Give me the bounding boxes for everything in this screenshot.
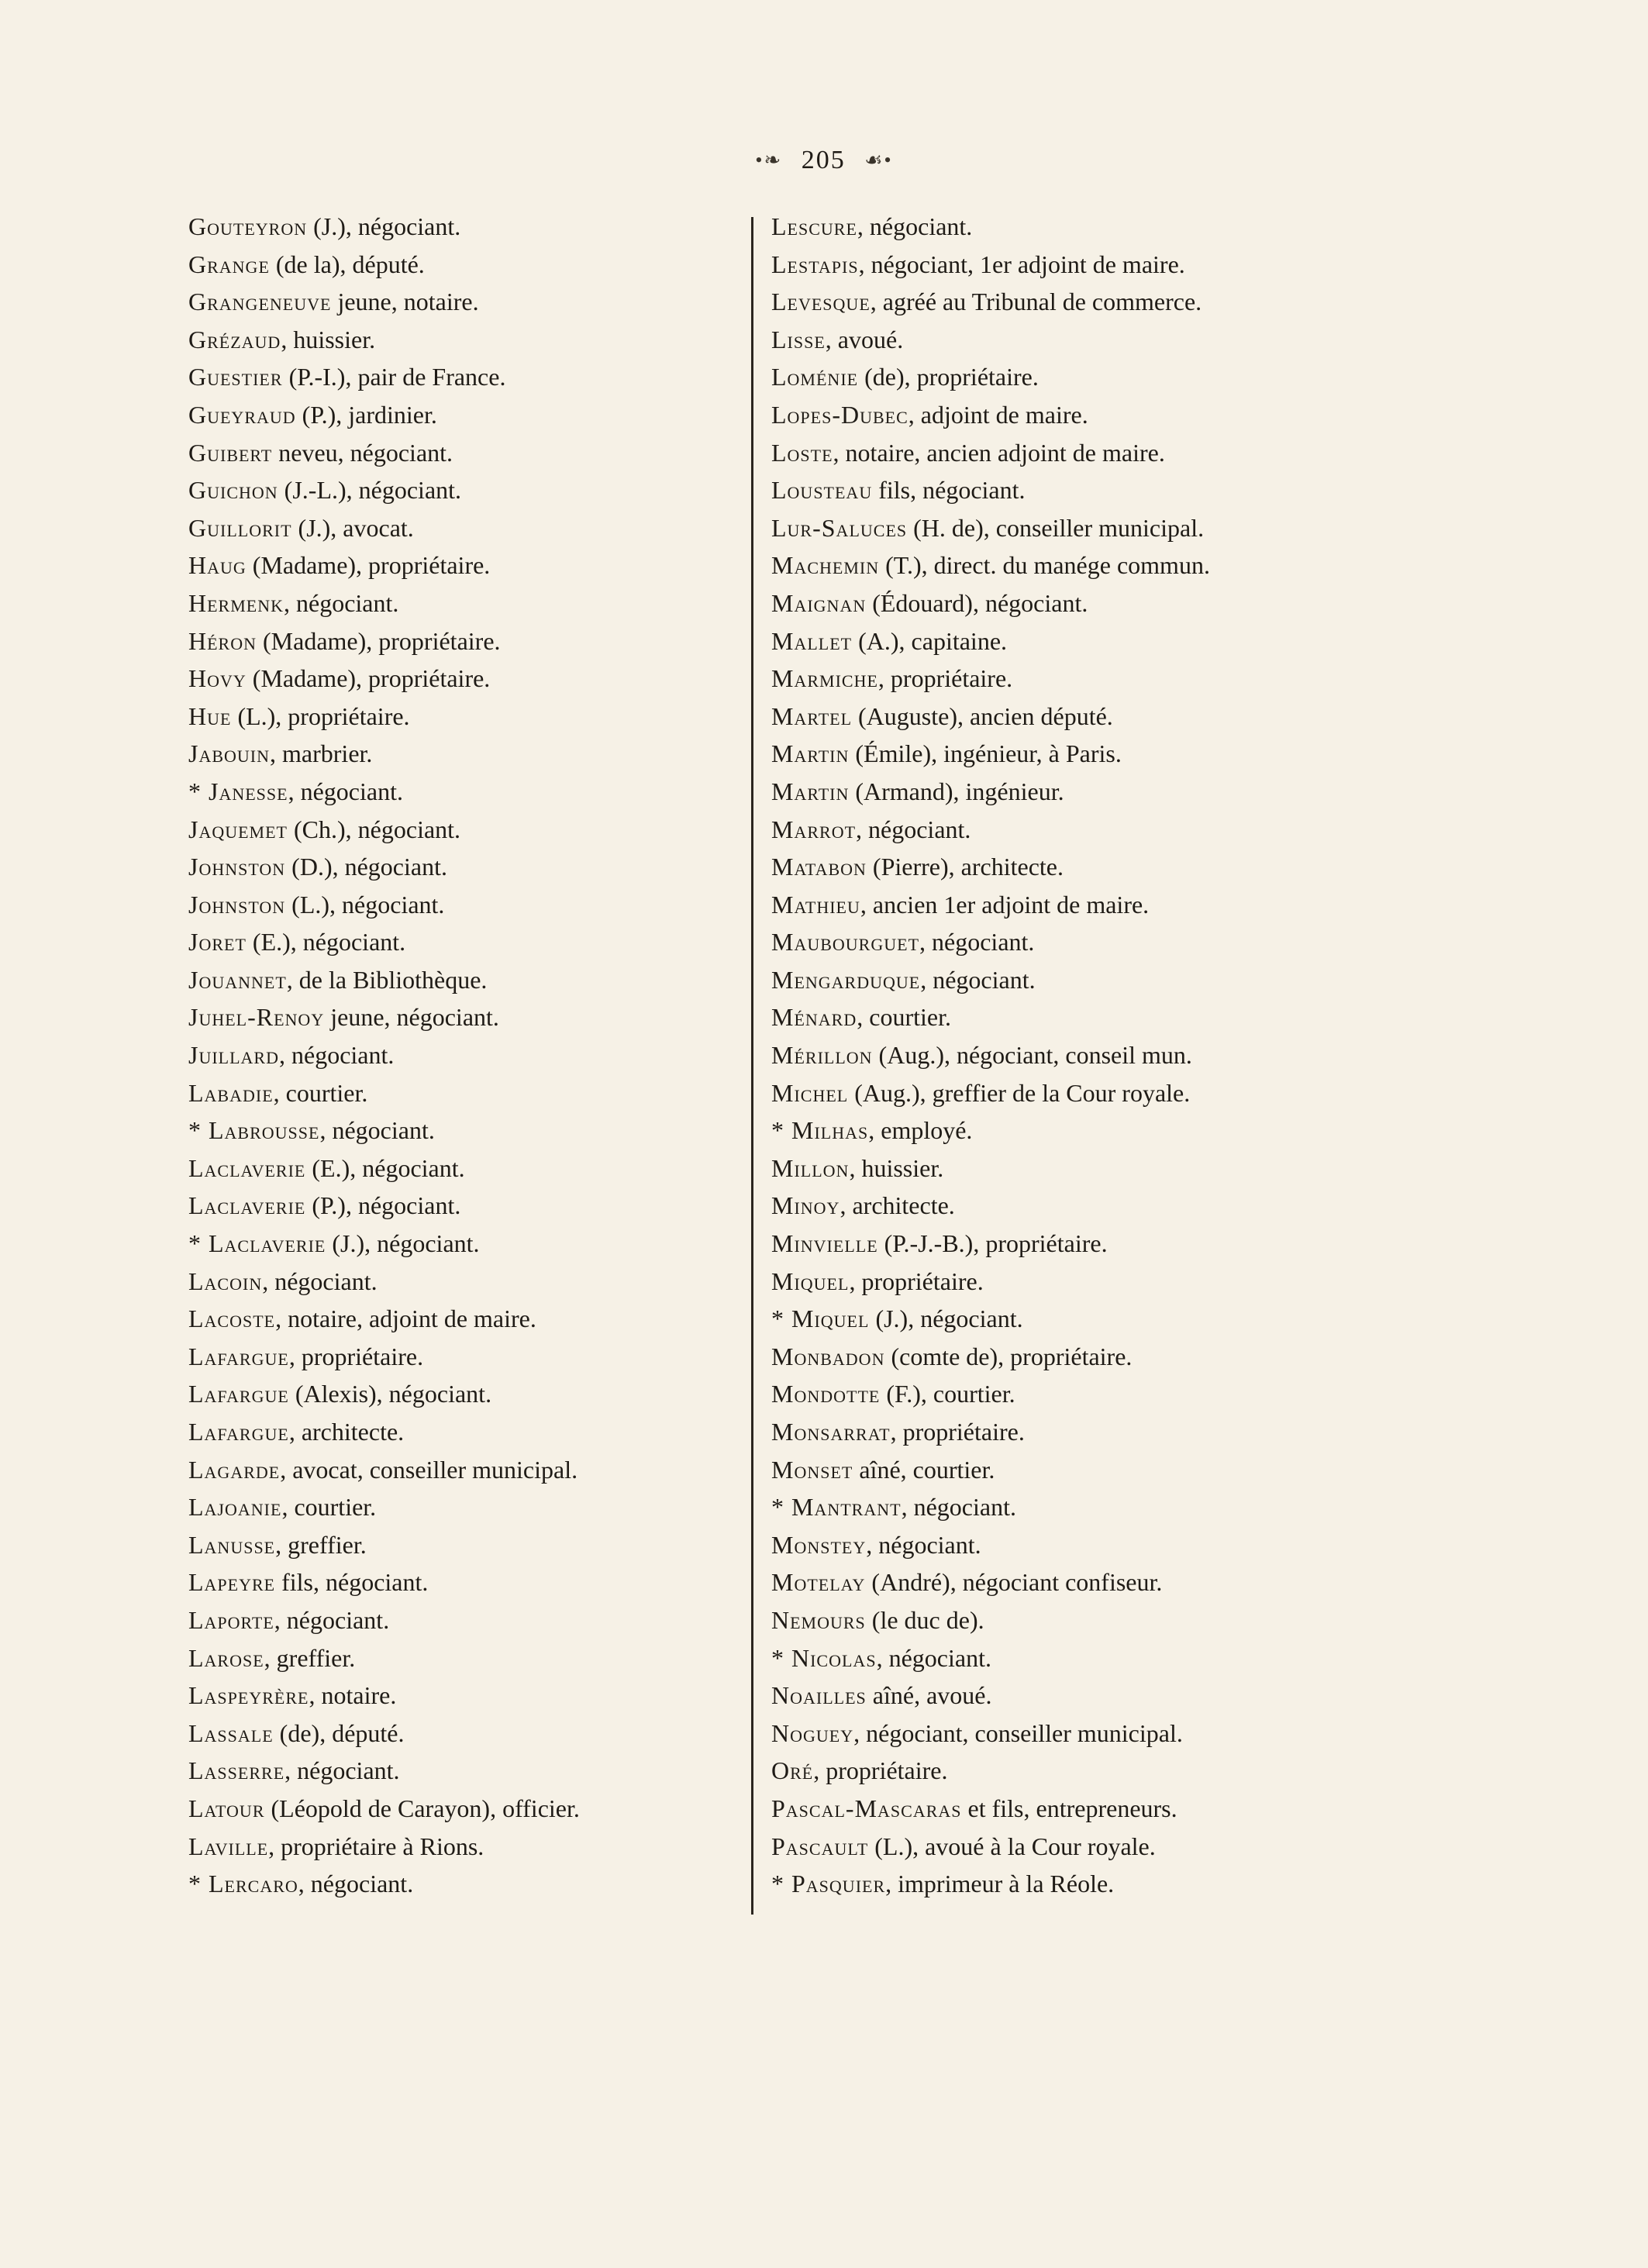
list-item — [188, 886, 793, 924]
entry-description: , architecte. — [840, 1191, 955, 1220]
list-item — [188, 546, 793, 584]
entry-description: , marbrier. — [270, 739, 373, 768]
entry-name: Guestier — [188, 363, 283, 391]
entry-description: , agréé au Tribunal de commerce. — [870, 288, 1202, 316]
entry-name: Mengarduque — [771, 965, 921, 994]
list-item — [771, 1225, 1391, 1263]
list-item — [771, 283, 1391, 321]
entry-description: , négociant. — [284, 1756, 400, 1785]
list-item — [771, 773, 1391, 811]
list-item — [771, 1413, 1391, 1451]
entry-name: Haug — [188, 551, 247, 580]
entry-description: , négociant. — [319, 1116, 435, 1145]
entry-description: , imprimeur à la Réole. — [885, 1870, 1115, 1898]
entry-name: Motelay — [771, 1568, 866, 1597]
entry-description: (Alexis), négociant. — [288, 1380, 492, 1408]
entry-description: (Édouard), négociant. — [866, 588, 1088, 617]
entry-name: * Lercaro — [188, 1870, 298, 1898]
entry-description: (Aug.), greffier de la Cour royale. — [848, 1078, 1191, 1107]
list-item — [771, 1790, 1391, 1828]
list-item — [188, 1601, 793, 1639]
column-divider — [751, 217, 753, 1915]
entry-description: (L.), propriétaire. — [231, 701, 410, 730]
entry-name: Monsarrat — [771, 1418, 891, 1446]
entry-name: Marrot — [771, 815, 857, 843]
list-item — [771, 584, 1391, 622]
list-item — [771, 471, 1391, 509]
entry-description: (Léopold de Carayon), officier. — [264, 1794, 580, 1822]
list-item — [188, 1790, 793, 1828]
list-item — [771, 321, 1391, 359]
list-item — [771, 208, 1391, 246]
ornament-left-icon: •❧ — [755, 149, 783, 172]
entry-description: , négociant. — [920, 965, 1036, 994]
entry-description: (J.), négociant. — [869, 1305, 1023, 1333]
entry-description: , négociant, conseiller municipal. — [853, 1718, 1183, 1747]
entry-description: , négociant. — [856, 815, 971, 843]
entry-name: Hermenk — [188, 588, 284, 617]
list-item — [188, 698, 793, 736]
entry-name: Laporte — [188, 1605, 274, 1634]
list-item — [188, 208, 793, 246]
entry-description: (P.), négociant. — [305, 1191, 461, 1220]
entry-name: Laclaverie — [188, 1153, 306, 1182]
list-item — [771, 1112, 1391, 1150]
entry-name: Oré — [771, 1756, 814, 1785]
entry-name: Johnston — [188, 853, 286, 881]
list-item — [188, 773, 793, 811]
list-item — [771, 848, 1391, 886]
entry-description: , négociant. — [876, 1643, 991, 1672]
entry-description: , propriétaire. — [288, 1342, 424, 1370]
entry-description: (de la), député. — [269, 250, 425, 278]
list-item — [188, 1715, 793, 1753]
entry-name: Nemours — [771, 1605, 866, 1634]
entry-description: (comte de), propriétaire. — [884, 1342, 1133, 1370]
entry-description: (J.), avocat. — [291, 513, 414, 542]
entry-name: Lafargue — [188, 1342, 289, 1370]
entry-name: Hue — [188, 701, 232, 730]
list-item — [188, 811, 793, 849]
entry-description: , négociant. — [262, 1267, 378, 1295]
entry-name: Pascault — [771, 1832, 869, 1860]
entry-name: Grange — [188, 250, 270, 278]
entry-description: , négociant. — [866, 1530, 981, 1559]
list-item — [771, 1187, 1391, 1225]
entry-name: * Miquel — [771, 1305, 870, 1333]
entry-description: (Madame), propriétaire. — [257, 626, 501, 655]
entry-name: Jabouin — [188, 739, 271, 768]
list-item — [771, 923, 1391, 961]
list-item — [188, 1225, 793, 1263]
entry-description: neveu, négociant. — [272, 438, 453, 467]
entry-name: Guillorit — [188, 513, 292, 542]
entry-description: (H. de), conseiller municipal. — [907, 513, 1205, 542]
entry-name: Monstey — [771, 1530, 867, 1559]
entry-description: , propriétaire. — [890, 1418, 1025, 1446]
entry-name: Minoy — [771, 1191, 840, 1220]
list-item — [771, 886, 1391, 924]
list-item — [188, 321, 793, 359]
entry-description: , propriétaire. — [849, 1267, 984, 1295]
entry-name: Monbadon — [771, 1342, 885, 1370]
entry-name: Lajoanie — [188, 1493, 282, 1522]
entry-description: jeune, notaire. — [331, 288, 479, 316]
list-item — [188, 1828, 793, 1866]
list-item — [188, 1300, 793, 1338]
entry-name: Larose — [188, 1643, 264, 1672]
list-item — [771, 1715, 1391, 1753]
entry-name: Lafargue — [188, 1418, 289, 1446]
entry-description: (D.), négociant. — [285, 853, 447, 881]
list-item — [188, 1413, 793, 1451]
list-item — [188, 1112, 793, 1150]
list-item — [771, 546, 1391, 584]
list-item — [771, 246, 1391, 284]
entry-description: , négociant. — [919, 928, 1035, 956]
entry-description: , propriétaire à Rions. — [268, 1832, 484, 1860]
entry-description: aîné, courtier. — [853, 1455, 995, 1484]
entry-name: Grangeneuve — [188, 288, 332, 316]
entry-name: * Pasquier — [771, 1870, 886, 1898]
page-header — [0, 144, 1648, 175]
entry-name: Levesque — [771, 288, 871, 316]
entry-description: , huissier. — [281, 325, 376, 353]
entry-description: (Madame), propriétaire. — [246, 664, 491, 693]
entry-name: Lafargue — [188, 1380, 289, 1408]
list-item — [771, 735, 1391, 773]
entry-name: Jouannet — [188, 965, 287, 994]
list-item — [188, 660, 793, 698]
list-item — [771, 1865, 1391, 1903]
entry-description: , négociant. — [857, 212, 973, 240]
entry-name: * Nicolas — [771, 1643, 877, 1672]
list-item — [188, 434, 793, 472]
list-item — [771, 1451, 1391, 1489]
entry-name: Johnston — [188, 890, 286, 919]
entry-description: , employé. — [868, 1116, 973, 1145]
entry-name: Marmiche — [771, 664, 878, 693]
list-item — [771, 1563, 1391, 1601]
entry-description: (L.), avoué à la Cour royale. — [868, 1832, 1156, 1860]
entry-description: , adjoint de maire. — [908, 400, 1088, 429]
entry-name: Hovy — [188, 664, 247, 693]
entry-name: Martin — [771, 739, 850, 768]
entry-description: (Ch.), négociant. — [288, 815, 461, 843]
entry-name: Lestapis — [771, 250, 859, 278]
entry-description: (J.), négociant. — [326, 1229, 480, 1258]
entry-name: Mathieu — [771, 890, 860, 919]
entry-name: Matabon — [771, 853, 867, 881]
entry-name: Héron — [188, 626, 257, 655]
list-item — [188, 923, 793, 961]
entry-name: Lescure — [771, 212, 857, 240]
list-item — [771, 1752, 1391, 1790]
entry-description: (P.), jardinier. — [295, 400, 437, 429]
entry-description: , huissier. — [849, 1153, 944, 1182]
entry-description: fils, négociant. — [275, 1568, 429, 1597]
list-item — [771, 1526, 1391, 1564]
entry-name: Labadie — [188, 1078, 274, 1107]
entry-name: Laville — [188, 1832, 269, 1860]
entry-name: Mallet — [771, 626, 853, 655]
list-item — [188, 1263, 793, 1301]
entry-name: Michel — [771, 1078, 849, 1107]
entry-description: , courtier. — [857, 1003, 951, 1032]
entry-name: Martel — [771, 701, 853, 730]
entry-name: Lacoin — [188, 1267, 263, 1295]
entry-description: , de la Bibliothèque. — [286, 965, 488, 994]
entry-name: Laspeyrère — [188, 1681, 309, 1710]
entry-description: , avocat, conseiller municipal. — [280, 1455, 578, 1484]
list-item — [188, 1150, 793, 1187]
entry-name: Maignan — [771, 588, 867, 617]
list-item — [188, 735, 793, 773]
list-item — [771, 358, 1391, 396]
entry-description: (A.), capitaine. — [852, 626, 1008, 655]
entry-description: , négociant. — [901, 1493, 1016, 1522]
entry-name: Loménie — [771, 363, 859, 391]
list-item — [771, 1074, 1391, 1112]
entry-name: * Laclaverie — [188, 1229, 326, 1258]
entry-description: (Aug.), négociant, conseil mun. — [872, 1041, 1192, 1070]
entry-description: (T.), direct. du manége commun. — [879, 551, 1210, 580]
entry-name: Mérillon — [771, 1041, 873, 1070]
list-item — [188, 1074, 793, 1112]
page-number: 205 — [801, 146, 846, 175]
entry-description: , architecte. — [288, 1418, 405, 1446]
list-item — [771, 961, 1391, 999]
list-item — [771, 1150, 1391, 1187]
entry-name: Latour — [188, 1794, 265, 1822]
entry-description: (de), propriétaire. — [858, 363, 1039, 391]
list-item — [188, 396, 793, 434]
list-item — [188, 358, 793, 396]
list-item — [771, 622, 1391, 660]
entry-description: , greffier. — [275, 1530, 367, 1559]
entry-name: Noailles — [771, 1681, 867, 1710]
entry-description: (André), négociant confiseur. — [865, 1568, 1163, 1597]
entry-description: , courtier. — [273, 1078, 368, 1107]
list-item — [771, 1036, 1391, 1074]
entry-description: (Pierre), architecte. — [866, 853, 1064, 881]
list-item — [188, 1488, 793, 1526]
entry-name: Gouteyron — [188, 212, 308, 240]
entry-description: (F.), courtier. — [880, 1380, 1015, 1408]
list-item — [188, 584, 793, 622]
entry-description: , négociant. — [274, 1605, 390, 1634]
entry-name: Lapeyre — [188, 1568, 276, 1597]
entry-description: (E.), négociant. — [246, 928, 406, 956]
list-item — [771, 1828, 1391, 1866]
list-item — [188, 1036, 793, 1074]
list-item — [771, 1263, 1391, 1301]
entry-description: , négociant. — [284, 588, 399, 617]
entry-name: * Labrousse — [188, 1116, 320, 1145]
list-item — [188, 246, 793, 284]
entry-description: , notaire, ancien adjoint de maire. — [833, 438, 1165, 467]
entry-name: Lanusse — [188, 1530, 276, 1559]
entry-name: Maubourguet — [771, 928, 920, 956]
entry-description: (P.-J.-B.), propriétaire. — [877, 1229, 1108, 1258]
entry-name: Guibert — [188, 438, 273, 467]
list-item — [771, 698, 1391, 736]
entry-name: Ménard — [771, 1003, 857, 1032]
list-item — [771, 811, 1391, 849]
list-item — [188, 1865, 793, 1903]
list-item — [188, 1187, 793, 1225]
entry-name: Guichon — [188, 476, 278, 505]
entry-description: fils, négociant. — [872, 476, 1026, 505]
list-item — [188, 1338, 793, 1376]
entry-description: , propriétaire. — [813, 1756, 948, 1785]
list-item — [771, 396, 1391, 434]
entry-name: Lasserre — [188, 1756, 285, 1785]
list-item — [188, 283, 793, 321]
entry-description: , greffier. — [264, 1643, 356, 1672]
entry-description: (E.), négociant. — [305, 1153, 465, 1182]
entry-description: , courtier. — [281, 1493, 377, 1522]
entry-name: Lisse — [771, 325, 826, 353]
entry-description: (Armand), ingénieur. — [849, 777, 1064, 805]
entry-description: , notaire, adjoint de maire. — [275, 1305, 536, 1333]
list-item — [771, 1601, 1391, 1639]
entry-description: (le duc de). — [865, 1605, 984, 1634]
entry-description: , négociant. — [288, 777, 403, 805]
list-item — [188, 1677, 793, 1715]
entry-name: Loste — [771, 438, 833, 467]
list-item — [771, 434, 1391, 472]
entry-name: * Mantrant — [771, 1493, 902, 1522]
entry-name: Miquel — [771, 1267, 850, 1295]
ornament-right-icon: ☙• — [864, 149, 893, 172]
entry-name: Millon — [771, 1153, 850, 1182]
entry-name: Laclaverie — [188, 1191, 306, 1220]
entry-name: Minvielle — [771, 1229, 878, 1258]
list-item — [771, 1488, 1391, 1526]
list-item — [771, 1375, 1391, 1413]
entry-name: Jaquemet — [188, 815, 288, 843]
list-item — [188, 998, 793, 1036]
list-item — [188, 1526, 793, 1564]
list-item — [188, 622, 793, 660]
list-item — [188, 848, 793, 886]
list-item — [771, 1338, 1391, 1376]
list-item — [188, 509, 793, 547]
entry-description: et fils, entrepreneurs. — [961, 1794, 1177, 1822]
entry-description: , négociant. — [298, 1870, 414, 1898]
entry-description: , notaire. — [309, 1681, 397, 1710]
entry-description: (L.), négociant. — [285, 890, 445, 919]
left-column — [188, 208, 793, 1903]
entry-name: Lagarde — [188, 1455, 281, 1484]
entry-name: Machemin — [771, 551, 880, 580]
list-item — [771, 1639, 1391, 1677]
entry-name: Mondotte — [771, 1380, 881, 1408]
entry-description: (J.), négociant. — [307, 212, 461, 240]
right-column — [771, 208, 1391, 1903]
entry-description: , négociant, 1er adjoint de maire. — [858, 250, 1185, 278]
list-item — [771, 998, 1391, 1036]
entry-name: Gueyraud — [188, 400, 296, 429]
list-item — [188, 1563, 793, 1601]
entry-description: , négociant. — [279, 1041, 395, 1070]
list-item — [188, 961, 793, 999]
entry-name: * Milhas — [771, 1116, 869, 1145]
entry-description: (de), député. — [273, 1718, 405, 1747]
entry-description: , avoué. — [825, 325, 904, 353]
entry-name: Joret — [188, 928, 247, 956]
list-item — [188, 1375, 793, 1413]
entry-name: Lacoste — [188, 1305, 276, 1333]
list-item — [188, 1752, 793, 1790]
entry-name: Noguey — [771, 1718, 854, 1747]
entry-description: (Madame), propriétaire. — [246, 551, 491, 580]
entry-description: , propriétaire. — [877, 664, 1013, 693]
entry-name: Martin — [771, 777, 850, 805]
entry-name: Lousteau — [771, 476, 873, 505]
list-item — [771, 1677, 1391, 1715]
entry-description: (Émile), ingénieur, à Paris. — [849, 739, 1122, 768]
entry-name: Lopes-Dubec — [771, 400, 908, 429]
list-item — [771, 660, 1391, 698]
list-item — [188, 1639, 793, 1677]
entry-description: (P.-I.), pair de France. — [282, 363, 506, 391]
entry-description: (J.-L.), négociant. — [278, 476, 462, 505]
entry-name: Juillard — [188, 1041, 279, 1070]
list-item — [771, 509, 1391, 547]
entry-name: Grézaud — [188, 325, 281, 353]
entry-name: Lur-Saluces — [771, 513, 908, 542]
entry-description: aîné, avoué. — [866, 1681, 992, 1710]
list-item — [771, 1300, 1391, 1338]
list-item — [188, 1451, 793, 1489]
list-item — [188, 471, 793, 509]
entry-name: Monset — [771, 1455, 853, 1484]
entry-description: (Auguste), ancien député. — [852, 701, 1113, 730]
entry-name: Lassale — [188, 1718, 274, 1747]
entry-name: Juhel-Renoy — [188, 1003, 325, 1032]
entry-name: * Janesse — [188, 777, 288, 805]
entry-description: jeune, négociant. — [324, 1003, 499, 1032]
entry-description: , ancien 1er adjoint de maire. — [860, 890, 1150, 919]
entry-name: Pascal-Mascaras — [771, 1794, 962, 1822]
